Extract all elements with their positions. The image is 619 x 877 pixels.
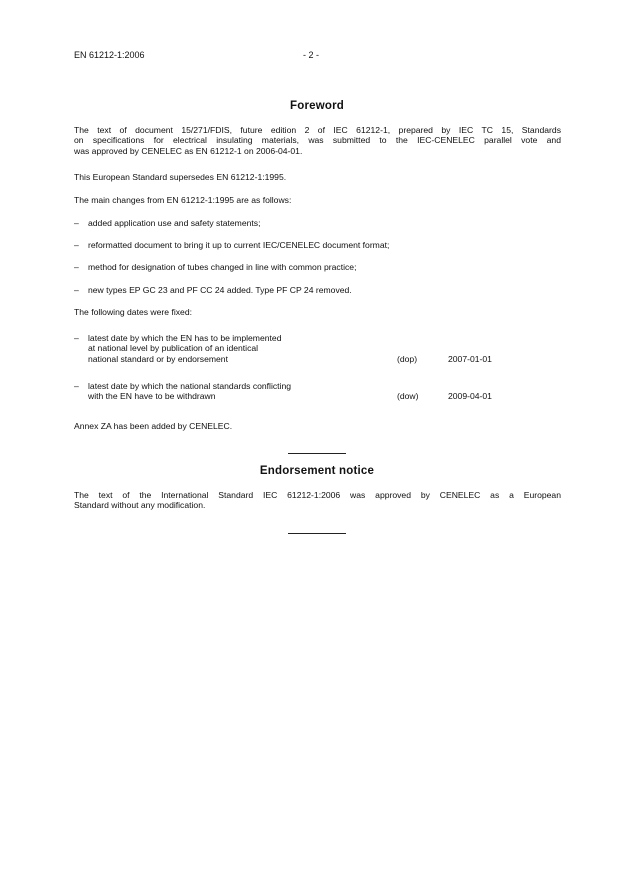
header-page-number: - 2 - (303, 50, 320, 60)
dash-marker: – (74, 333, 79, 343)
dates-intro: The following dates were fixed: (74, 307, 192, 317)
annex-note: Annex ZA has been added by CENELEC. (74, 421, 233, 431)
foreword-title: Foreword (290, 100, 344, 112)
foreword-intro-line: on specifications for electrical insulating materials, was submitted to the IEC-CENELEC parallel vote and (74, 135, 561, 146)
section-divider (288, 453, 346, 454)
change-text: method for designation of tubes changed in line with common practice; (88, 262, 357, 272)
endorsement-line: The text of the International Standard IEC 61212-1:2006 was approved by CENELEC as a European (74, 490, 561, 500)
foreword-intro (74, 125, 561, 156)
date-description-line: national standard or by endorsement (88, 353, 228, 364)
end-divider (288, 533, 346, 534)
date-description (88, 333, 281, 364)
date-value: 2009-04-01 (448, 391, 492, 402)
date-code: (dop) (397, 353, 418, 364)
foreword-intro-line: The text of document 15/271/FDIS, future edition 2 of IEC 61212-1, prepared by IEC TC 15, Standards (74, 125, 561, 135)
date-description-line: latest date by which the EN has to be implemented (88, 333, 282, 343)
header-doc-number: EN 61212-1:2006 (74, 50, 145, 60)
date-description-line: latest date by which the national standards conflicting (88, 381, 292, 391)
dash-marker: – (74, 240, 79, 250)
change-text: new types EP GC 23 and PF CC 24 added. Type PF CP 24 removed. (88, 285, 352, 295)
endorsement-line: Standard without any modification. (74, 500, 206, 511)
date-description (88, 381, 291, 402)
dash-marker: – (74, 285, 79, 295)
foreword-intro-line: was approved by CENELEC as EN 61212-1 on 2006-04-01. (74, 145, 303, 156)
endorsement-title: Endorsement notice (259, 465, 375, 477)
date-value: 2007-01-01 (448, 353, 492, 364)
dash-marker: – (74, 218, 79, 228)
date-description-line: at national level by publication of an identical (88, 343, 259, 354)
changes-intro: The main changes from EN 61212-1:1995 are as follows: (74, 195, 292, 205)
change-text: added application use and safety statements; (88, 218, 261, 228)
dash-marker: – (74, 381, 79, 391)
dash-marker: – (74, 262, 79, 272)
endorsement-text (74, 490, 561, 511)
supersedes-statement: This European Standard supersedes EN 61212-1:1995. (74, 172, 287, 182)
date-code: (dow) (397, 391, 419, 402)
date-description-line: with the EN have to be withdrawn (88, 391, 216, 402)
change-text: reformatted document to bring it up to current IEC/CENELEC document format; (88, 240, 390, 250)
